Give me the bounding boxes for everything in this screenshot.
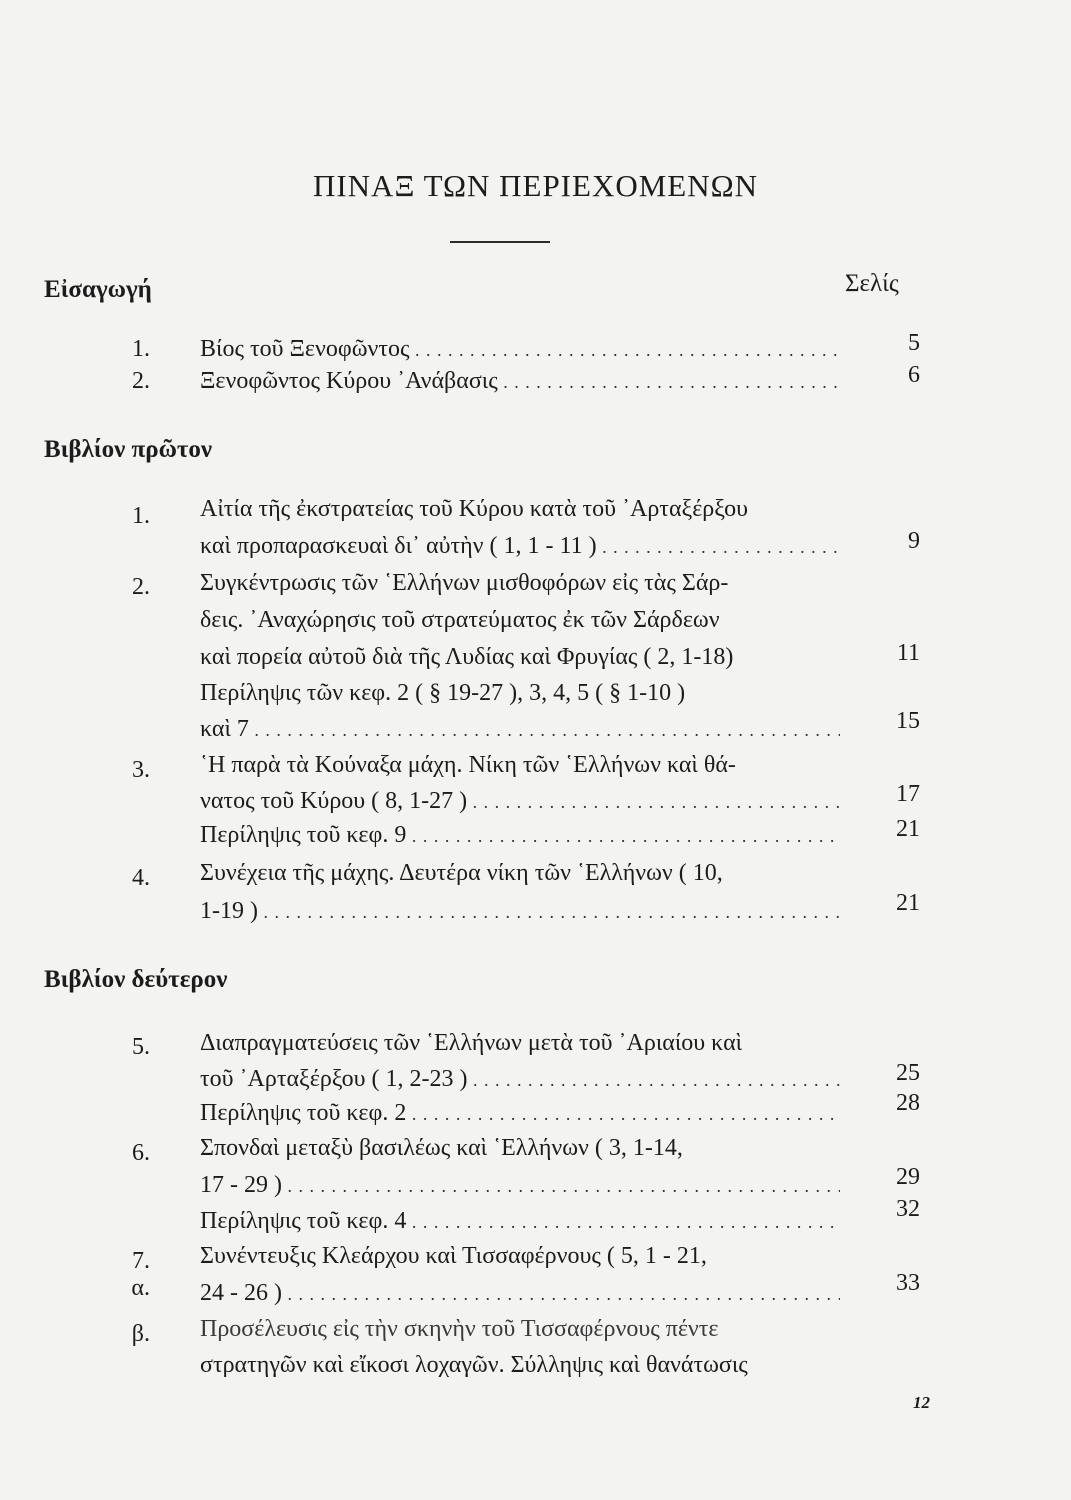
entry-line: Συνέχεια τῆς μάχης. Δευτέρα νίκη τῶν ῾Ελλήνων ( 10, <box>200 860 723 886</box>
pages-column-label: Σελίς <box>845 270 899 297</box>
entry-page: 33 <box>896 1270 920 1296</box>
entry-page: 17 <box>896 781 920 807</box>
entry-line: καὶ προπαρασκευαὶ δι᾽ αὐτὴν ( 1, 1 - 11 ) . . . <box>200 533 840 560</box>
entry-line: Περίληψις τοῦ κεφ. 9 . . . <box>200 822 840 849</box>
entry-line: Βίος τοῦ Ξενοφῶντος . . . <box>200 336 840 363</box>
section-heading: Βιβλίον πρῶτον <box>44 436 213 463</box>
entry-line: νατος τοῦ Κύρου ( 8, 1-27 ) . . . <box>200 788 840 815</box>
entry-page: 15 <box>896 708 920 734</box>
entry-line: καὶ πορεία αὐτοῦ διὰ τῆς Λυδίας καὶ Φρυγίας ( 2, 1-18) <box>200 644 734 670</box>
footer-page-number: 12 <box>913 1393 930 1412</box>
entry-number: 3. <box>132 757 150 783</box>
entry-line: στρατηγῶν καὶ εἴκοσι λοχαγῶν. Σύλληψις καὶ θανάτωσις <box>200 1352 748 1378</box>
entry-line: τοῦ ᾿Αρταξέρξου ( 1, 2-23 ) . . . <box>200 1066 840 1093</box>
entry-number: 7. α. <box>131 1248 150 1301</box>
entry-line: Περίληψις τῶν κεφ. 2 ( § 19-27 ), 3, 4, 5 ( § 1-10 ) <box>200 680 686 706</box>
entry-number: 2. <box>132 368 150 394</box>
entry-number: 1. <box>132 336 150 362</box>
entry-page: 21 <box>896 816 920 842</box>
entry-page: 5 <box>908 330 920 356</box>
entry-line: Περίληψις τοῦ κεφ. 2 . . . <box>200 1100 840 1127</box>
section-heading: Βιβλίον δεύτερον <box>44 966 228 993</box>
entry-number: 5. <box>132 1034 150 1060</box>
entry-page: 11 <box>896 640 920 666</box>
entry-page: 21 <box>896 890 920 916</box>
entry-page: 9 <box>908 528 920 554</box>
entry-page: 28 <box>896 1090 920 1116</box>
entry-line: 24 - 26 ) . . . <box>200 1280 840 1307</box>
section-heading: Εἰσαγωγή <box>44 276 152 303</box>
entry-line: Ξενοφῶντος Κύρου ᾿Ανάβασις . . . <box>200 368 840 395</box>
entry-line: Συνέντευξις Κλεάρχου καὶ Τισσαφέρνους ( 5, 1 - 21, <box>200 1243 707 1269</box>
entry-line: Προσέλευσις εἰς τὴν σκηνὴν τοῦ Τισσαφέρνους πέντε <box>200 1316 719 1342</box>
entry-line: ῾Η παρὰ τὰ Κούναξα μάχη. Νίκη τῶν ῾Ελλήνων καὶ θά- <box>200 752 736 778</box>
entry-number: 1. <box>132 503 150 529</box>
entry-number: 4. <box>132 865 150 891</box>
entry-line: καὶ 7 . . . <box>200 716 840 743</box>
entry-line: Διαπραγματεύσεις τῶν ῾Ελλήνων μετὰ τοῦ ᾿Αριαίου καὶ <box>200 1030 743 1056</box>
entry-page: 25 <box>896 1060 920 1086</box>
entry-page: 29 <box>896 1164 920 1190</box>
title-divider <box>450 241 550 243</box>
entry-line: Αἰτία τῆς ἐκστρατείας τοῦ Κύρου κατὰ τοῦ ᾿Αρταξέρξου <box>200 496 748 522</box>
entry-number: 6. <box>132 1140 150 1166</box>
entry-number: β. <box>131 1321 150 1347</box>
page-title: ΠΙΝΑΞ ΤΩΝ ΠΕΡΙΕΧΟΜΕΝΩΝ <box>312 168 759 203</box>
entry-line: Περίληψις τοῦ κεφ. 4 . . . <box>200 1208 840 1235</box>
entry-number: 2. <box>132 574 150 600</box>
entry-page: 6 <box>908 362 920 388</box>
entry-line: Συγκέντρωσις τῶν ῾Ελλήνων μισθοφόρων εἰς τὰς Σάρ- <box>200 570 729 596</box>
entry-line: 1-19 ) . . . <box>200 898 840 925</box>
entry-line: δεις. ᾿Αναχώρησις τοῦ στρατεύματος ἐκ τῶν Σάρδεων <box>200 607 720 633</box>
entry-page: 32 <box>896 1196 920 1222</box>
entry-line: Σπονδαὶ μεταξὺ βασιλέως καὶ ῾Ελλήνων ( 3, 1-14, <box>200 1135 683 1161</box>
entry-line: 17 - 29 ) . . . <box>200 1172 840 1199</box>
